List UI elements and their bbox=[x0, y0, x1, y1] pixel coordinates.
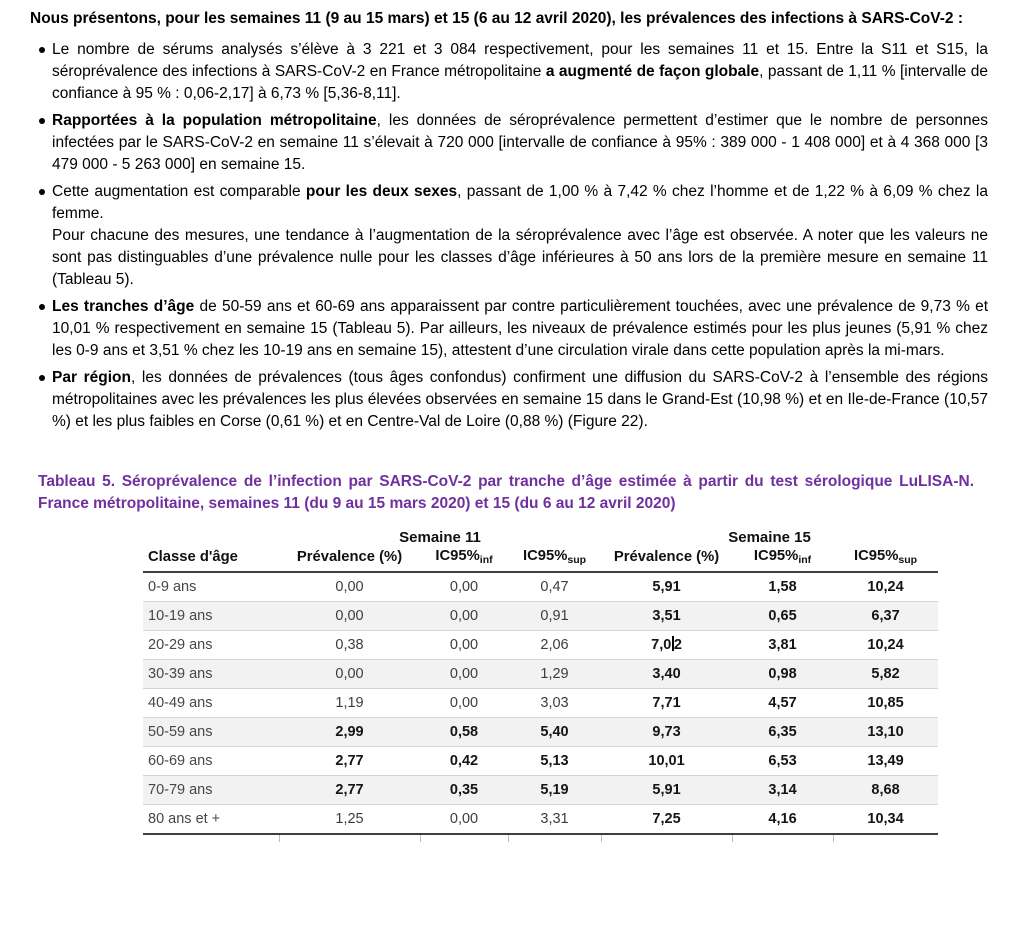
group-header-semaine-11[interactable]: Semaine 11 bbox=[399, 529, 481, 546]
value-cell[interactable]: 3,51 bbox=[601, 602, 732, 631]
column-header-subscript: inf bbox=[798, 554, 812, 566]
age-class-cell[interactable]: 0-9 ans bbox=[148, 579, 197, 595]
age-class-cell[interactable]: 70-79 ans bbox=[143, 776, 279, 805]
paragraph[interactable] bbox=[52, 39, 988, 105]
table-row bbox=[143, 747, 938, 776]
age-class-cell[interactable]: 10-19 ans bbox=[143, 602, 279, 631]
bold-text-run: Rapportées à la population métropolitaine bbox=[52, 112, 377, 129]
table-title[interactable]: Tableau 5. Séroprévalence de l’infection par SARS-CoV-2 par tranche d’âge estimée à partir du test sérologique LuLISA-N. France métropolitaine, semaines 11 (du 9 au 15 mars 2020) et 15 (du 6 au 12 avril 2020) bbox=[38, 473, 974, 512]
value-cell[interactable]: 9,73 bbox=[601, 718, 732, 747]
value-cell[interactable]: 1,19 bbox=[279, 689, 420, 718]
value-cell[interactable]: 1,29 bbox=[508, 660, 601, 689]
bullet-list bbox=[30, 39, 988, 433]
value-cell[interactable]: 1,58 bbox=[768, 579, 797, 595]
value-cell[interactable]: 1,25 bbox=[279, 805, 420, 835]
text-run: , passant de 1,00 % à 7,42 % chez l’homme et de 1,22 % à 6,09 % chez la femme. bbox=[52, 183, 988, 222]
bullet-text bbox=[52, 296, 988, 362]
text-run: , les données de prévalences (tous âges confondus) confirment une diffusion du SARS-CoV-2 à l’ensemble des régions métropolitaines avec les prévalences les plus élevées observées en semaine 15 dans le Grand-Est (10,98 %) et en Ile-de-France (10,57 %) et les plus faibles en Corse (0,61 %) et en Centre-Val de Loire (0,88 %) (Figure 22). bbox=[52, 369, 988, 430]
seroprevalence-table-wrap bbox=[143, 527, 938, 843]
column-header[interactable]: $IC95\%_{inf}$ bbox=[420, 547, 508, 572]
bold-text-run: pour les deux sexes bbox=[305, 183, 458, 200]
bullet-text bbox=[52, 110, 988, 176]
value-cell[interactable]: 0,00 bbox=[420, 689, 508, 718]
bold-text-run: Les tranches d’âge bbox=[52, 298, 195, 315]
value-cell[interactable]: 2,06 bbox=[508, 631, 601, 660]
value-cell[interactable]: 0,91 bbox=[508, 602, 601, 631]
value-cell[interactable]: 6,35 bbox=[732, 718, 833, 747]
bullet-dot-icon bbox=[30, 110, 52, 176]
value-cell[interactable]: 7,25 bbox=[601, 805, 732, 835]
value-cell[interactable]: 3,31 bbox=[508, 805, 601, 835]
value-cell[interactable]: 0,00 bbox=[335, 579, 364, 595]
value-cell[interactable]: 10,85 bbox=[833, 689, 938, 718]
text-run: , les données de séroprévalence permettent d’estimer que le nombre de personnes infectées par le SARS-CoV-2 en semaine 11 s’élevait à 720 000 [intervalle de confiance à 95% : 389 000 - 1 408 000] et à 4 368 000 [3 479 000 - 5 263 000] en semaine 15. bbox=[52, 112, 988, 173]
seroprevalence-table bbox=[143, 527, 938, 835]
value-cell[interactable]: 2,99 bbox=[279, 718, 420, 747]
value-cell[interactable]: 0,00 bbox=[279, 660, 420, 689]
table-row bbox=[143, 631, 938, 660]
bullet-item bbox=[30, 181, 988, 291]
paragraph[interactable] bbox=[52, 367, 988, 433]
value-cell[interactable]: 5,40 bbox=[508, 718, 601, 747]
text-run: de 50-59 ans et 60-69 ans apparaissent par contre particulièrement touchées, avec une prévalence de 9,73 % et 10,01 % respectivement en semaine 15 (Tableau 5). Par ailleurs, les niveaux de prévalence estimés pour les plus jeunes (5,91 % chez les 0-9 ans et 3,51 % chez les 10-19 ans en semaine 15), attestent d’une circulation virale dans cette population après la mi-mars. bbox=[52, 298, 989, 359]
age-class-cell[interactable]: 30-39 ans bbox=[143, 660, 279, 689]
value-cell[interactable]: 5,91 bbox=[652, 579, 681, 595]
value-cell[interactable]: 5,13 bbox=[508, 747, 601, 776]
bullet-text bbox=[52, 39, 988, 105]
table-row bbox=[143, 805, 938, 835]
value-cell[interactable]: 0,00 bbox=[420, 805, 508, 835]
value-cell[interactable]: 0,38 bbox=[279, 631, 420, 660]
table-row bbox=[143, 602, 938, 631]
bullet-text bbox=[52, 181, 988, 291]
text-run: Le nombre de sérums analysés s’élève à 3 221 et 3 084 respectivement, pour les semaines 11 et 15. Entre la S11 et S15, la séroprévalence des infections à SARS-CoV-2 en France métropolitaine bbox=[52, 41, 988, 80]
age-class-cell[interactable]: 50-59 ans bbox=[143, 718, 279, 747]
bold-text-run: Nous présentons, pour les semaines 11 (9 au 15 mars) et 15 (6 au 12 avril 2020), les prévalences des infections à SARS-CoV-2 : bbox=[30, 10, 963, 27]
text-run: Pour chacune des mesures, une tendance à l’augmentation de la séroprévalence avec l’âge est observée. A noter que les valeurs ne sont pas distinguables d’une prévalence nulle pour les classes d’âge inférieures à 50 ans lors de la première mesure en semaine 11 (Tableau 5). bbox=[52, 227, 988, 288]
paragraph[interactable] bbox=[52, 225, 988, 291]
column-header-subscript: sup bbox=[898, 554, 918, 566]
value-cell[interactable]: 0,00 bbox=[420, 602, 508, 631]
bullet-text bbox=[52, 367, 988, 433]
value-cell[interactable]: 13,49 bbox=[833, 747, 938, 776]
column-header-subscript: inf bbox=[479, 554, 493, 566]
table-row bbox=[143, 776, 938, 805]
text-run: Cette augmentation est comparable bbox=[52, 183, 306, 200]
bullet-dot-icon bbox=[30, 39, 52, 105]
value-cell[interactable]: 4,16 bbox=[732, 805, 833, 835]
value-cell[interactable]: 0,35 bbox=[420, 776, 508, 805]
value-cell[interactable]: 2,77 bbox=[279, 776, 420, 805]
value-cell[interactable]: 10,34 bbox=[833, 805, 938, 835]
value-cell[interactable]: 5,19 bbox=[508, 776, 601, 805]
table-row bbox=[143, 718, 938, 747]
table-column-ticks bbox=[143, 835, 938, 843]
bullet-dot-icon bbox=[30, 181, 52, 291]
semaine-group-row bbox=[143, 527, 938, 547]
age-class-cell[interactable]: 80 ans et + bbox=[143, 805, 279, 835]
value-cell[interactable]: 4,57 bbox=[732, 689, 833, 718]
age-class-cell[interactable]: 20-29 ans bbox=[143, 631, 279, 660]
bullet-item bbox=[30, 110, 988, 176]
value-cell[interactable]: 0,00 bbox=[279, 602, 420, 631]
value-cell[interactable]: 7,0 2 bbox=[601, 631, 732, 660]
value-cell[interactable]: 0,47 bbox=[540, 579, 569, 595]
text-cursor bbox=[672, 636, 674, 651]
table-row bbox=[143, 689, 938, 718]
table-body bbox=[143, 572, 938, 834]
column-header-row bbox=[143, 547, 938, 572]
column-header[interactable]: Classe d'âge bbox=[143, 547, 279, 572]
value-cell[interactable]: 0,98 bbox=[732, 660, 833, 689]
column-header[interactable]: $IC95\%_{inf}$ bbox=[732, 547, 833, 572]
value-cell[interactable]: 3,14 bbox=[732, 776, 833, 805]
value-cell[interactable]: 0,00 bbox=[449, 579, 479, 595]
value-cell[interactable]: 7,71 bbox=[601, 689, 732, 718]
value-cell[interactable]: 6,37 bbox=[833, 602, 938, 631]
table-row bbox=[143, 572, 938, 602]
column-header[interactable]: Prévalence (%) bbox=[279, 547, 420, 572]
value-cell[interactable]: 3,03 bbox=[508, 689, 601, 718]
value-cell[interactable]: 5,91 bbox=[601, 776, 732, 805]
column-header[interactable]: Prévalence (%) bbox=[601, 547, 732, 572]
bullet-item bbox=[30, 296, 988, 362]
bullet-item bbox=[30, 367, 988, 433]
value-cell[interactable]: 3,40 bbox=[601, 660, 732, 689]
value-cell[interactable]: 6,53 bbox=[732, 747, 833, 776]
paragraph[interactable] bbox=[52, 296, 988, 362]
value-cell[interactable]: 0,58 bbox=[420, 718, 508, 747]
value-cell[interactable]: 5,82 bbox=[833, 660, 938, 689]
value-cell[interactable]: 13,10 bbox=[833, 718, 938, 747]
table-header bbox=[143, 527, 938, 572]
value-cell[interactable]: 2,77 bbox=[279, 747, 420, 776]
bold-text-run: Par région bbox=[52, 369, 131, 386]
paragraph[interactable] bbox=[52, 181, 988, 225]
bullet-item bbox=[30, 39, 988, 105]
bold-text-run: a augmenté de façon globale bbox=[545, 63, 760, 80]
group-header-semaine-15[interactable]: Semaine 15 bbox=[728, 529, 811, 546]
value-cell[interactable]: 10,01 bbox=[601, 747, 732, 776]
value-cell[interactable]: 0,42 bbox=[420, 747, 508, 776]
value-cell[interactable]: 0,65 bbox=[732, 602, 833, 631]
intro-paragraph[interactable] bbox=[30, 8, 988, 30]
value-cell[interactable]: 10,24 bbox=[833, 631, 938, 660]
table-row bbox=[143, 660, 938, 689]
text-run: , passant de 1,11 % [intervalle de confiance à 95 % : 0,06-2,17] à 6,73 % [5,36-8,11]. bbox=[52, 63, 988, 102]
column-header[interactable]: $IC95\%_{sup}$ bbox=[508, 547, 601, 572]
bullet-dot-icon bbox=[30, 296, 52, 362]
value-cell[interactable]: 8,68 bbox=[833, 776, 938, 805]
paragraph[interactable] bbox=[52, 110, 988, 176]
value-cell[interactable]: 10,24 bbox=[867, 579, 904, 595]
column-header-subscript: sup bbox=[567, 554, 587, 566]
age-class-cell[interactable]: 40-49 ans bbox=[143, 689, 279, 718]
value-cell[interactable]: 0,00 bbox=[420, 660, 508, 689]
value-cell[interactable]: 0,00 bbox=[420, 631, 508, 660]
bullet-dot-icon bbox=[30, 367, 52, 433]
column-header[interactable]: $IC95\%_{sup}$ bbox=[833, 547, 938, 572]
value-cell[interactable]: 3,81 bbox=[732, 631, 833, 660]
corner-cell bbox=[143, 527, 279, 547]
age-class-cell[interactable]: 60-69 ans bbox=[143, 747, 279, 776]
